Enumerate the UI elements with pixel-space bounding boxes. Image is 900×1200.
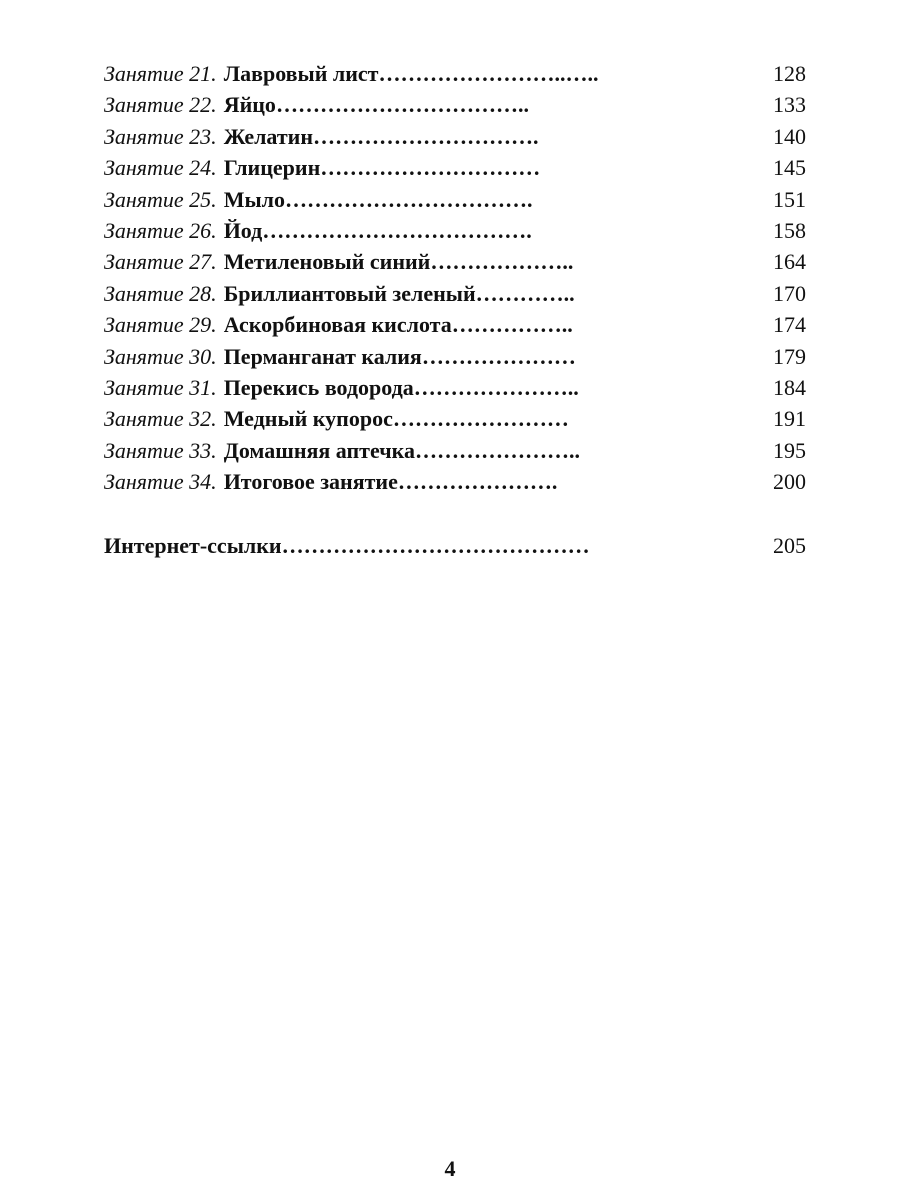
page-reference: 158 xyxy=(773,217,806,243)
lesson-number: Занятие 23. xyxy=(104,123,217,149)
lesson-title: Яйцо xyxy=(223,92,276,118)
page-reference: 145 xyxy=(773,155,806,181)
lesson-number: Занятие 30. xyxy=(104,343,217,369)
lesson-title: Аскорбиновая кислота xyxy=(223,312,452,338)
dot-leader: ……………………………. xyxy=(284,186,533,212)
lesson-title: Лавровый лист xyxy=(223,61,379,86)
lesson-number: Занятие 31. xyxy=(104,374,217,400)
dot-leader: …………………………………… xyxy=(281,533,590,559)
page-reference: 128 xyxy=(773,61,806,86)
page-reference: 205 xyxy=(773,533,806,559)
lesson-title: Медный купорос xyxy=(223,406,393,432)
dot-leader: …………………… xyxy=(392,406,569,432)
toc-entry-21 xyxy=(104,58,806,89)
dot-leader: …………………. xyxy=(397,469,558,495)
lesson-number: Занятие 29. xyxy=(104,312,217,338)
toc-entry-23 xyxy=(104,121,806,152)
page-reference: 184 xyxy=(773,374,806,400)
toc-entry-33 xyxy=(104,435,806,466)
lesson-number: Занятие 22. xyxy=(104,92,217,118)
toc-entry-internet-links xyxy=(104,530,806,561)
lesson-number: Занятие 28. xyxy=(104,280,217,306)
dot-leader: ……………….. xyxy=(430,249,574,275)
toc-entry-22 xyxy=(104,89,806,120)
page-reference: 179 xyxy=(773,343,806,369)
page-reference: 200 xyxy=(773,469,806,495)
lesson-title: Итоговое занятие xyxy=(223,469,398,495)
dot-leader: ……………………..….. xyxy=(378,61,599,86)
dot-leader: …………….. xyxy=(451,312,573,338)
toc-entry-31 xyxy=(104,372,806,403)
lesson-title: Перекись водорода xyxy=(223,374,414,400)
toc-entry-27 xyxy=(104,246,806,277)
lesson-title: Домашняя аптечка xyxy=(223,437,415,463)
lesson-title: Мыло xyxy=(223,186,285,212)
page-reference: 174 xyxy=(773,312,806,338)
dot-leader: ………………… xyxy=(421,343,576,369)
page-number: 4 xyxy=(444,1156,456,1181)
toc-entry-28 xyxy=(104,278,806,309)
lesson-number: Занятие 25. xyxy=(104,186,217,212)
lesson-number: Занятие 33. xyxy=(104,437,217,463)
lesson-title: Метиленовый синий xyxy=(223,249,431,275)
dot-leader: ………………………………. xyxy=(262,217,532,243)
toc-entry-32 xyxy=(104,403,806,434)
section-title: Интернет-ссылки xyxy=(104,533,282,559)
dot-leader: ………………………… xyxy=(320,155,541,181)
lesson-title: Бриллиантовый зеленый xyxy=(223,280,476,306)
toc-entry-25 xyxy=(104,184,806,215)
lesson-title: Йод xyxy=(223,217,263,243)
page-reference: 151 xyxy=(773,186,806,212)
lesson-number: Занятие 34. xyxy=(104,469,217,495)
lesson-title: Перманганат калия xyxy=(223,343,422,369)
dot-leader: …………………………….. xyxy=(275,92,529,118)
lesson-number: Занятие 27. xyxy=(104,249,217,275)
page-reference: 140 xyxy=(773,123,806,149)
lesson-title: Желатин xyxy=(223,123,314,149)
page-reference: 133 xyxy=(773,92,806,118)
lesson-number: Занятие 26. xyxy=(104,217,217,243)
page-reference: 170 xyxy=(773,280,806,306)
toc-entry-30 xyxy=(104,341,806,372)
toc-entry-34 xyxy=(104,466,806,497)
page-reference: 191 xyxy=(773,406,806,432)
dot-leader: ………….. xyxy=(475,280,575,306)
dot-leader: ………………….. xyxy=(414,437,580,463)
lesson-number: Занятие 24. xyxy=(104,155,217,181)
toc-entry-26 xyxy=(104,215,806,246)
lesson-number: Занятие 32. xyxy=(104,406,217,432)
table-of-contents xyxy=(104,58,806,562)
lesson-title: Глицерин xyxy=(223,155,321,181)
lesson-number: Занятие 21. xyxy=(104,61,217,86)
dot-leader: …………………………. xyxy=(313,123,539,149)
toc-entry-29 xyxy=(104,309,806,340)
page-reference: 195 xyxy=(773,437,806,463)
page-reference: 164 xyxy=(773,249,806,275)
toc-entry-24 xyxy=(104,152,806,183)
dot-leader: ………………….. xyxy=(413,374,579,400)
